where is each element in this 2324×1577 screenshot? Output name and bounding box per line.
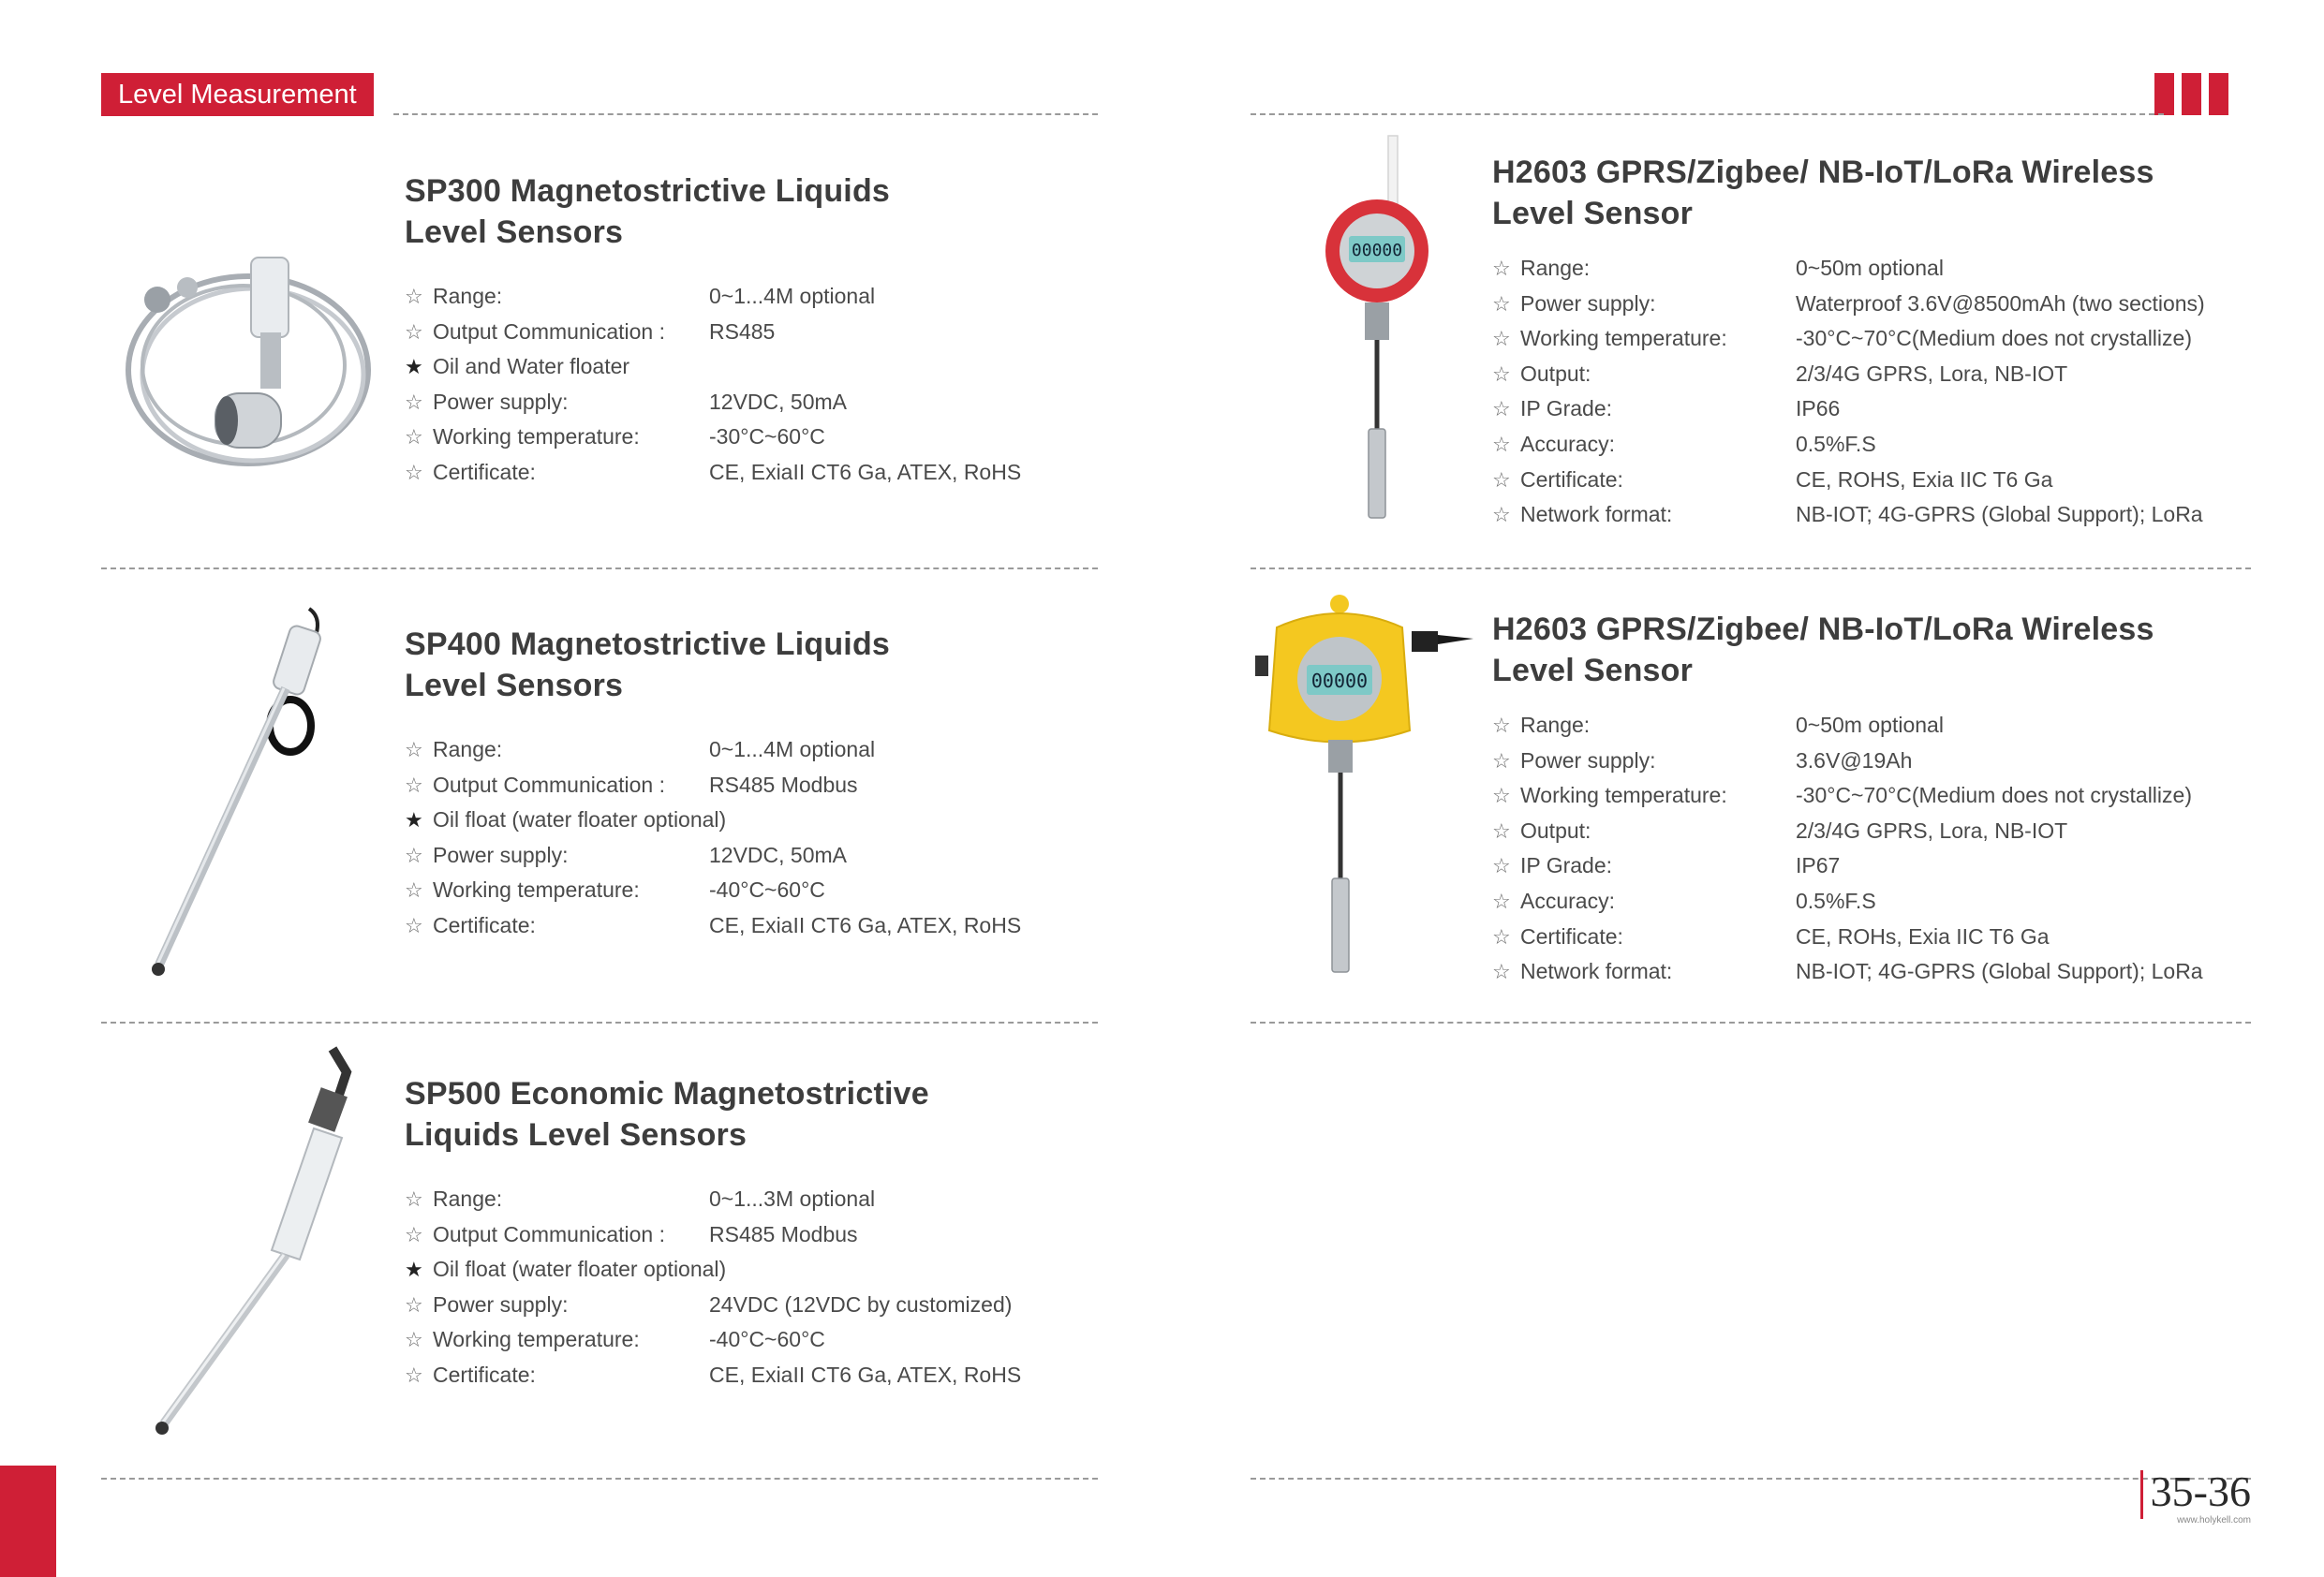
spec-row xyxy=(1492,287,2205,322)
star-icon: ☆ xyxy=(405,1223,423,1247)
spec-value: -30°C~60°C xyxy=(709,424,825,450)
spec-value: 0.5%F.S xyxy=(1796,888,1876,913)
product-h2603-red xyxy=(1492,152,2205,533)
spec-value: 0~50m optional xyxy=(1796,713,1944,737)
product-title: SP400 Magnetostrictive Liquids xyxy=(405,626,891,662)
star-icon: ☆ xyxy=(1492,925,1511,950)
spec-row xyxy=(405,1358,1022,1393)
spec-label: IP Grade: xyxy=(1520,396,1613,421)
product-sp500 xyxy=(405,1073,1022,1393)
spec-value: CE, ExiaII CT6 Ga, ATEX, RoHS xyxy=(709,912,1022,937)
product-title: H2603 GPRS/Zigbee/ NB-IoT/LoRa Wireless xyxy=(1492,612,2154,647)
page-number-bar xyxy=(2140,1470,2143,1519)
separator xyxy=(1251,1478,2251,1480)
star-icon: ☆ xyxy=(405,844,423,868)
spec-row xyxy=(1492,357,2154,392)
spec-label: Output: xyxy=(1520,361,1591,386)
spec-value: CE, ExiaII CT6 Ga, ATEX, RoHS xyxy=(709,459,1022,484)
spec-row xyxy=(405,803,890,838)
star-icon: ☆ xyxy=(1492,362,1511,387)
spec-value: IP66 xyxy=(1796,396,1841,421)
spec-value: IP67 xyxy=(1796,853,1841,878)
spec-row xyxy=(405,1182,929,1217)
spec-label: Range: xyxy=(433,284,503,308)
product-title: SP300 Magnetostrictive Liquids xyxy=(405,173,891,209)
lcd-digits: 00000 xyxy=(1310,670,1369,692)
separator xyxy=(1251,113,2164,115)
star-icon: ☆ xyxy=(1492,749,1511,774)
separator xyxy=(1251,1022,2251,1024)
star-icon: ☆ xyxy=(1492,468,1511,493)
spec-row xyxy=(1492,251,2154,287)
spec-value: 2/3/4G GPRS, Lora, NB-IOT xyxy=(1796,361,2068,386)
spec-label: Output Communication : xyxy=(433,1221,666,1246)
spec-label: Certificate: xyxy=(1520,466,1623,492)
spec-label: Working temperature: xyxy=(433,1327,640,1352)
star-icon: ☆ xyxy=(1492,890,1511,914)
product-h2603-yellow xyxy=(1492,609,2203,990)
spec-label: Certificate: xyxy=(433,912,536,937)
product-sp400 xyxy=(405,624,1022,944)
star-icon: ☆ xyxy=(1492,433,1511,457)
spec-row xyxy=(1492,497,2203,533)
star-icon: ☆ xyxy=(405,1188,423,1212)
spec-row xyxy=(405,768,890,803)
spec-label: Output Communication : xyxy=(433,772,666,797)
spec-label: Range: xyxy=(1520,713,1591,737)
spec-label: Certificate: xyxy=(433,459,536,484)
star-filled-icon: ★ xyxy=(405,356,423,380)
spec-value: 0~1...3M optional xyxy=(709,1186,876,1211)
star-icon: ☆ xyxy=(405,286,423,309)
spec-value: 0~1...4M optional xyxy=(709,737,876,761)
spec-row xyxy=(405,838,890,874)
star-filled-icon: ★ xyxy=(405,1259,423,1283)
spec-label: Working temperature: xyxy=(1520,783,1727,808)
spec-list xyxy=(405,279,1022,491)
product-title: Liquids Level Sensors xyxy=(405,1117,748,1153)
product-title: Level Sensors xyxy=(405,214,624,250)
spec-row xyxy=(405,908,1022,944)
product-title: SP500 Economic Magnetostrictive xyxy=(405,1076,929,1112)
spec-value: NB-IOT; 4G-GPRS (Global Support); LoRa xyxy=(1796,502,2203,527)
separator xyxy=(393,113,1098,115)
star-icon: ☆ xyxy=(1492,715,1511,738)
star-icon: ☆ xyxy=(405,1329,423,1353)
spec-label: Output Communication : xyxy=(433,318,666,344)
spec-row xyxy=(405,1217,929,1253)
spec-label: Working temperature: xyxy=(1520,326,1727,351)
deco-bar xyxy=(2182,73,2201,115)
corner-accent-block xyxy=(0,1466,56,1577)
spec-row xyxy=(1492,778,2192,814)
spec-value: -40°C~60°C xyxy=(709,1327,825,1352)
spec-label: Certificate: xyxy=(433,1362,536,1387)
spec-value: CE, ROHs, Exia IIC T6 Ga xyxy=(1796,923,2050,949)
star-icon: ☆ xyxy=(405,914,423,938)
spec-value: NB-IOT; 4G-GPRS (Global Support); LoRa xyxy=(1796,959,2203,984)
star-icon: ☆ xyxy=(1492,504,1511,528)
star-icon: ☆ xyxy=(405,1293,423,1318)
star-icon: ☆ xyxy=(1492,292,1511,317)
spec-value: 3.6V@19Ah xyxy=(1796,747,1913,773)
deco-bar xyxy=(2209,73,2228,115)
spec-value: 24VDC (12VDC by customized) xyxy=(709,1291,1013,1317)
spec-row xyxy=(1492,848,2154,884)
spec-row xyxy=(405,873,890,908)
spec-value: Waterproof 3.6V@8500mAh (two sections) xyxy=(1796,290,2205,316)
star-icon: ☆ xyxy=(1492,785,1511,809)
yellow-wireless-level-sensor-icon xyxy=(1251,590,1480,983)
spec-label: Range: xyxy=(433,1186,503,1211)
star-icon: ☆ xyxy=(405,391,423,415)
spec-row xyxy=(405,455,1022,491)
spec-value: 0.5%F.S xyxy=(1796,431,1876,456)
spec-row xyxy=(405,732,890,768)
spec-value: -40°C~60°C xyxy=(709,877,825,903)
star-icon: ☆ xyxy=(1492,819,1511,844)
product-title: Level Sensor xyxy=(1492,196,1694,231)
spec-label: IP Grade: xyxy=(1520,853,1613,878)
spec-label: Accuracy: xyxy=(1520,431,1615,456)
spec-row xyxy=(1492,708,2154,744)
page-number-text: 35-36 xyxy=(2150,1467,2251,1515)
product-sp300 xyxy=(405,170,1022,491)
product-title: H2603 GPRS/Zigbee/ NB-IoT/LoRa Wireless xyxy=(1492,155,2154,190)
spec-value: -30°C~70°C(Medium does not crystallize) xyxy=(1796,783,2192,808)
spec-value: 2/3/4G GPRS, Lora, NB-IOT xyxy=(1796,818,2068,843)
spec-label: Power supply: xyxy=(433,389,569,414)
star-icon: ☆ xyxy=(405,774,423,798)
spec-row xyxy=(405,385,890,420)
spec-row xyxy=(1492,427,2154,463)
spec-value: CE, ROHS, Exia IIC T6 Ga xyxy=(1796,466,2053,492)
separator xyxy=(1251,567,2251,569)
spec-label: Oil float (water floater optional) xyxy=(433,1257,727,1282)
spec-label: Network format: xyxy=(1520,959,1673,984)
spec-label: Range: xyxy=(1520,256,1591,280)
star-icon: ☆ xyxy=(1492,398,1511,422)
website-url: www.holykell.com xyxy=(2177,1515,2251,1525)
spec-label: Oil and Water floater xyxy=(433,354,630,379)
spec-label: Power supply: xyxy=(433,842,569,867)
spec-label: Certificate: xyxy=(1520,923,1623,949)
separator xyxy=(101,1478,1098,1480)
spec-list xyxy=(1492,708,2203,990)
star-filled-icon: ★ xyxy=(405,809,423,833)
spec-label: Network format: xyxy=(1520,502,1673,527)
spec-list xyxy=(405,732,1022,944)
spec-value: RS485 Modbus xyxy=(709,772,858,797)
spec-row xyxy=(1492,814,2154,849)
magnetostrictive-cable-sensor-icon xyxy=(112,239,384,492)
spec-list xyxy=(1492,251,2205,533)
spec-label: Oil float (water floater optional) xyxy=(433,807,727,833)
spec-row xyxy=(405,279,890,315)
spec-row xyxy=(405,1288,1013,1323)
spec-label: Accuracy: xyxy=(1520,888,1615,913)
spec-label: Power supply: xyxy=(433,1291,569,1317)
spec-value: 12VDC, 50mA xyxy=(709,389,848,414)
star-icon: ☆ xyxy=(1492,328,1511,352)
spec-label: Power supply: xyxy=(1520,747,1656,773)
separator xyxy=(101,567,1098,569)
spec-label: Output: xyxy=(1520,818,1591,843)
economic-rod-sensor-icon xyxy=(141,1044,365,1437)
spec-label: Range: xyxy=(433,737,503,761)
red-wireless-level-sensor-icon xyxy=(1321,131,1433,524)
spec-row xyxy=(405,349,890,385)
spec-list xyxy=(405,1182,1022,1393)
spec-value: CE, ExiaII CT6 Ga, ATEX, RoHS xyxy=(709,1362,1022,1387)
spec-row xyxy=(1492,954,2203,990)
star-icon: ☆ xyxy=(405,426,423,450)
star-icon: ☆ xyxy=(1492,258,1511,281)
star-icon: ☆ xyxy=(1492,961,1511,985)
page-number xyxy=(2140,1467,2251,1525)
star-icon: ☆ xyxy=(405,739,423,762)
star-icon: ☆ xyxy=(405,461,423,485)
spec-row xyxy=(405,1252,929,1288)
spec-row xyxy=(405,1322,929,1358)
spec-row xyxy=(405,315,890,350)
spec-value: 0~1...4M optional xyxy=(709,284,876,308)
separator xyxy=(101,1022,1098,1024)
spec-value: RS485 Modbus xyxy=(709,1221,858,1246)
spec-value: 0~50m optional xyxy=(1796,256,1944,280)
section-tag: Level Measurement xyxy=(101,73,374,116)
decorative-bars xyxy=(2154,73,2228,115)
star-icon: ☆ xyxy=(405,1363,423,1388)
spec-label: Power supply: xyxy=(1520,290,1656,316)
magnetostrictive-rod-sensor-icon xyxy=(136,599,342,983)
spec-value: -30°C~70°C(Medium does not crystallize) xyxy=(1796,326,2192,351)
spec-value: 12VDC, 50mA xyxy=(709,842,848,867)
spec-row xyxy=(1492,391,2154,427)
star-icon: ☆ xyxy=(1492,855,1511,879)
star-icon: ☆ xyxy=(405,320,423,345)
spec-label: Working temperature: xyxy=(433,424,640,450)
spec-value: RS485 xyxy=(709,318,776,344)
spec-row xyxy=(1492,744,2154,779)
spec-row xyxy=(1492,920,2154,955)
deco-bar xyxy=(2154,73,2174,115)
spec-label: Working temperature: xyxy=(433,877,640,903)
product-title: Level Sensors xyxy=(405,668,624,703)
spec-row xyxy=(1492,884,2154,920)
spec-row xyxy=(405,420,890,455)
product-title: Level Sensor xyxy=(1492,653,1694,688)
star-icon: ☆ xyxy=(405,879,423,904)
lcd-digits: 00000 xyxy=(1351,241,1403,260)
spec-row xyxy=(1492,321,2192,357)
spec-row xyxy=(1492,463,2154,498)
